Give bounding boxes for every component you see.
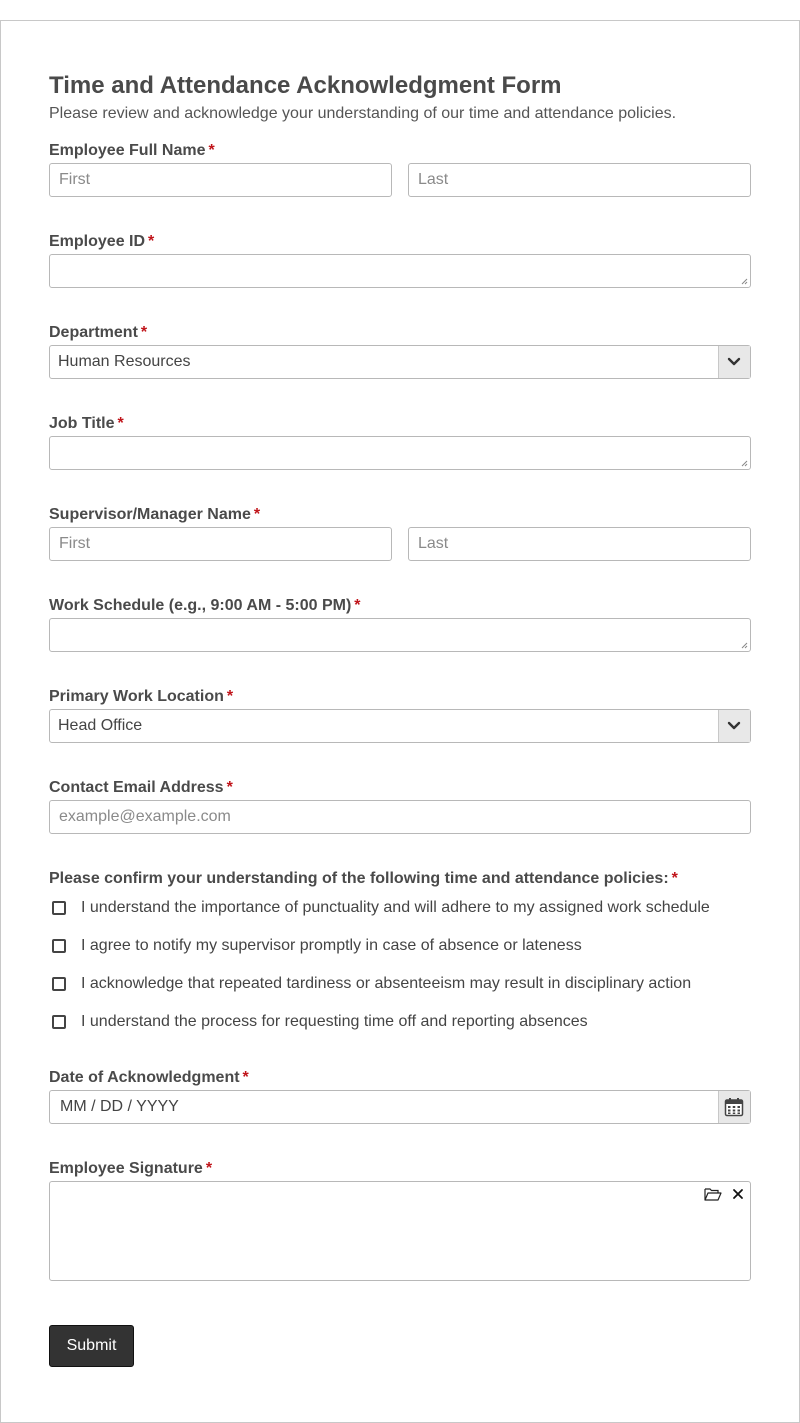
policy-checkbox-label[interactable]: I understand the process for requesting time off and reporting absences xyxy=(81,1013,588,1030)
department-dropdown-button[interactable] xyxy=(718,346,750,378)
department-select[interactable] xyxy=(49,345,751,379)
job-title-textarea[interactable] xyxy=(49,436,751,470)
employee-first-name-input[interactable] xyxy=(49,163,392,197)
job-title-label: Job Title xyxy=(49,415,115,432)
checkbox[interactable] xyxy=(52,1015,66,1029)
required-marker: * xyxy=(117,415,124,432)
policies-field xyxy=(49,869,751,1030)
policy-checkbox-item[interactable] xyxy=(49,929,751,967)
email-input[interactable] xyxy=(49,800,751,834)
policy-checkbox-item[interactable] xyxy=(49,1005,751,1043)
work-schedule-textarea[interactable] xyxy=(49,618,751,652)
work-schedule-field xyxy=(49,596,751,616)
close-icon[interactable] xyxy=(731,1187,745,1201)
employee-name-field xyxy=(49,141,751,161)
job-title-field xyxy=(49,414,751,434)
calendar-icon xyxy=(724,1097,744,1117)
ack-date-label: Date of Acknowledgment xyxy=(49,1069,240,1086)
signature-label: Employee Signature xyxy=(49,1160,203,1177)
department-field xyxy=(49,323,751,370)
required-marker: * xyxy=(208,142,215,159)
form-card xyxy=(0,20,800,1423)
department-selected-value: Human Resources xyxy=(58,353,191,370)
work-location-selected-value: Head Office xyxy=(58,717,143,734)
submit-button[interactable]: Submit xyxy=(49,1325,134,1367)
email-label: Contact Email Address xyxy=(49,779,224,796)
work-schedule-label: Work Schedule (e.g., 9:00 AM - 5:00 PM) xyxy=(49,597,352,614)
policies-checkbox-list xyxy=(49,891,751,1043)
department-label: Department xyxy=(49,324,138,341)
required-marker: * xyxy=(242,1069,249,1086)
policies-label: Please confirm your understanding of the following time and attendance policies: xyxy=(49,870,669,887)
required-marker: * xyxy=(354,597,361,614)
policy-checkbox-label[interactable]: I understand the importance of punctuality and will adhere to my assigned work schedule xyxy=(81,899,710,916)
employee-id-field xyxy=(49,232,751,252)
supervisor-name-field xyxy=(49,505,751,525)
work-location-label: Primary Work Location xyxy=(49,688,224,705)
form-title: Time and Attendance Acknowledgment Form xyxy=(49,72,562,99)
chevron-down-icon xyxy=(727,719,741,733)
required-marker: * xyxy=(671,870,678,887)
folder-open-icon[interactable] xyxy=(704,1187,722,1201)
email-field xyxy=(49,778,751,798)
required-marker: * xyxy=(253,506,261,523)
resize-grip-icon[interactable] xyxy=(741,460,748,467)
chevron-down-icon xyxy=(727,355,741,369)
ack-date-input[interactable] xyxy=(49,1090,751,1124)
policy-checkbox-label[interactable]: I acknowledge that repeated tardiness or absenteeism may result in disciplinary action xyxy=(81,975,692,992)
supervisor-first-name-input[interactable] xyxy=(49,527,392,561)
employee-name-label: Employee Full Name xyxy=(49,142,206,159)
date-placeholder: MM / DD / YYYY xyxy=(60,1098,179,1115)
checkbox[interactable] xyxy=(52,977,66,991)
resize-grip-icon[interactable] xyxy=(741,642,748,649)
policy-checkbox-item[interactable] xyxy=(49,891,751,929)
employee-last-name-input[interactable] xyxy=(408,163,751,197)
checkbox[interactable] xyxy=(52,901,66,915)
required-marker: * xyxy=(226,688,234,705)
work-location-dropdown-button[interactable] xyxy=(718,710,750,742)
signature-pad[interactable] xyxy=(49,1181,751,1281)
policy-checkbox-label[interactable]: I agree to notify my supervisor promptly in case of absence or lateness xyxy=(81,937,582,954)
required-marker: * xyxy=(205,1160,213,1177)
ack-date-field xyxy=(49,1068,751,1115)
supervisor-name-label: Supervisor/Manager Name xyxy=(49,506,251,523)
employee-id-label: Employee ID xyxy=(49,233,146,250)
signature-field xyxy=(49,1159,751,1179)
form-description: Please review and acknowledge your understanding of our time and attendance policies. xyxy=(49,105,677,122)
resize-grip-icon[interactable] xyxy=(741,278,748,285)
work-location-select[interactable] xyxy=(49,709,751,743)
policy-checkbox-item[interactable] xyxy=(49,967,751,1005)
required-marker: * xyxy=(148,233,155,250)
supervisor-last-name-input[interactable] xyxy=(408,527,751,561)
required-marker: * xyxy=(140,324,148,341)
required-marker: * xyxy=(226,779,233,796)
date-picker-button[interactable] xyxy=(718,1091,750,1123)
employee-id-textarea[interactable] xyxy=(49,254,751,288)
work-location-field xyxy=(49,687,751,734)
checkbox[interactable] xyxy=(52,939,66,953)
